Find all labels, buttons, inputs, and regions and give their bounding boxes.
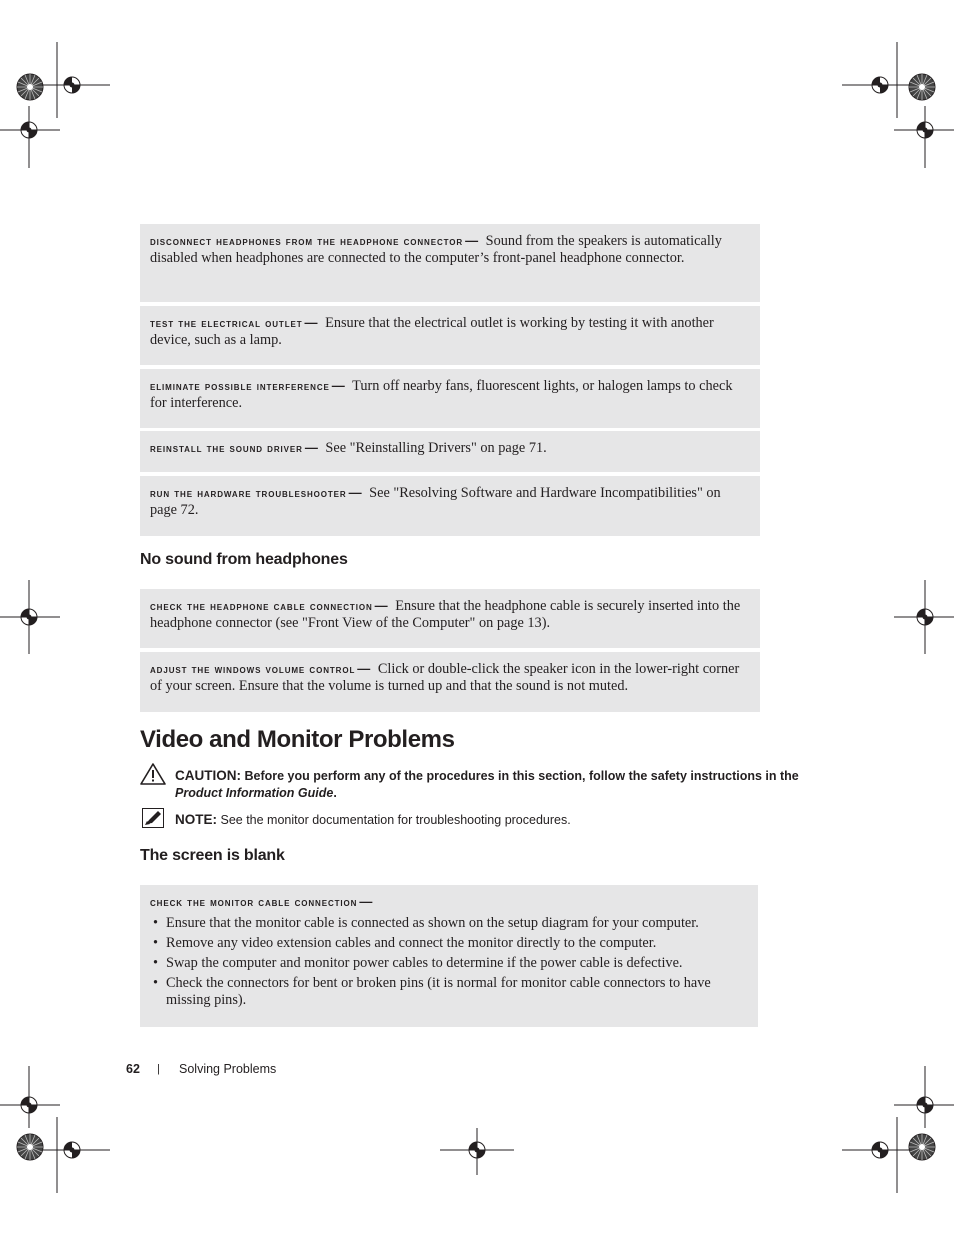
item-heading: test the electrical outlet <box>150 316 303 330</box>
item-text: See "Resolving Software and Hardware Incompatibilities" on page 72. <box>150 485 721 518</box>
caution-text: Before you perform any of the procedures in this section, follow the safety instructions in the <box>244 769 799 783</box>
item-text: Turn off nearby fans, fluorescent lights, or halogen lamps to check for interference. <box>150 378 733 411</box>
item-text: Ensure that the electrical outlet is working by testing it with another device, such as a lamp. <box>150 315 714 348</box>
troubleshoot-item: run the hardware troubleshooter — See "Resolving Software and Hardware Incompatibilities" on page 72. <box>140 476 760 536</box>
troubleshoot-item: check the headphone cable connection — Ensure that the headphone cable is securely inserted into the headphone connector (see "Front View of the Computer" on page 13). <box>140 589 760 648</box>
item-text: Ensure that the headphone cable is securely inserted into the headphone connector (see "Front View of the Computer" on page 13). <box>150 598 741 631</box>
subheading-screen-blank: The screen is blank <box>140 847 285 864</box>
caution-label: CAUTION: <box>175 768 241 783</box>
footer-chapter: Solving Problems <box>179 1062 277 1076</box>
item-heading: disconnect headphones from the headphone connector <box>150 234 464 248</box>
list-item: • Swap the computer and monitor power cables to determine if the power cable is defective. <box>150 955 748 972</box>
list-item: • Remove any video extension cables and connect the monitor directly to the computer. <box>150 935 748 952</box>
caution-notice: CAUTION: Before you perform any of the procedures in this section, follow the safety instructions in the Product Information Guide. <box>175 768 799 800</box>
note-pencil-icon <box>142 808 164 833</box>
item-text: Sound from the speakers is automatically disabled when headphones are connected to the computer’s front-panel headphone connector. <box>150 233 722 266</box>
troubleshoot-item: eliminate possible interference — Turn off nearby fans, fluorescent lights, or halogen lamps to check for interference. <box>140 369 760 428</box>
troubleshoot-item: check the monitor cable connection — • Ensure that the monitor cable is connected as shown on the setup diagram for your computer. • Remove any video extension cables and connect the monitor directly to the computer. • Swap the computer and monitor power cables to determine if the power cable is defective. • Check the connectors for bent or broken pins (it is normal for monitor cable connectors to have missing pins). <box>140 885 758 1027</box>
item-text: Click or double-click the speaker icon in the lower-right corner of your screen. Ensure that the volume is turned up and that the sound is not muted. <box>150 661 740 694</box>
note-label: NOTE: <box>175 812 217 827</box>
list-item: • Check the connectors for bent or broken pins (it is normal for monitor cable connectors to have missing pins). <box>150 975 748 1009</box>
page-number: 62 <box>126 1062 140 1076</box>
item-heading: run the hardware troubleshooter <box>150 486 347 500</box>
item-heading: reinstall the sound driver <box>150 441 303 455</box>
bullet-list <box>150 915 748 1009</box>
troubleshoot-item: reinstall the sound driver — See "Reinstalling Drivers" on page 71. <box>140 431 760 472</box>
subheading-no-sound-headphones: No sound from headphones <box>140 551 348 568</box>
item-text: See "Reinstalling Drivers" on page 71. <box>325 440 547 456</box>
item-heading: check the monitor cable connection <box>150 895 358 909</box>
caution-icon <box>140 763 166 790</box>
troubleshoot-item: test the electrical outlet — Ensure that the electrical outlet is working by testing it with another device, such as a lamp. <box>140 306 760 365</box>
section-title: Video and Monitor Problems <box>140 726 455 753</box>
note-text: See the monitor documentation for troubleshooting procedures. <box>220 813 571 827</box>
footer-separator: | <box>157 1063 160 1075</box>
note-notice <box>175 811 825 829</box>
caution-guide-title: Product Information Guide <box>175 786 334 800</box>
item-heading: check the headphone cable connection <box>150 599 373 613</box>
troubleshoot-item: disconnect headphones from the headphone connector — Sound from the speakers is automatically disabled when headphones are connected to the computer’s front-panel headphone connector. <box>140 224 760 302</box>
list-item: • Ensure that the monitor cable is connected as shown on the setup diagram for your computer. <box>150 915 748 932</box>
item-heading: adjust the windows volume control <box>150 662 356 676</box>
item-heading: eliminate possible interference <box>150 379 330 393</box>
troubleshoot-item: adjust the windows volume control — Click or double-click the speaker icon in the lower-right corner of your screen. Ensure that the volume is turned up and that the sound is not muted. <box>140 652 760 712</box>
